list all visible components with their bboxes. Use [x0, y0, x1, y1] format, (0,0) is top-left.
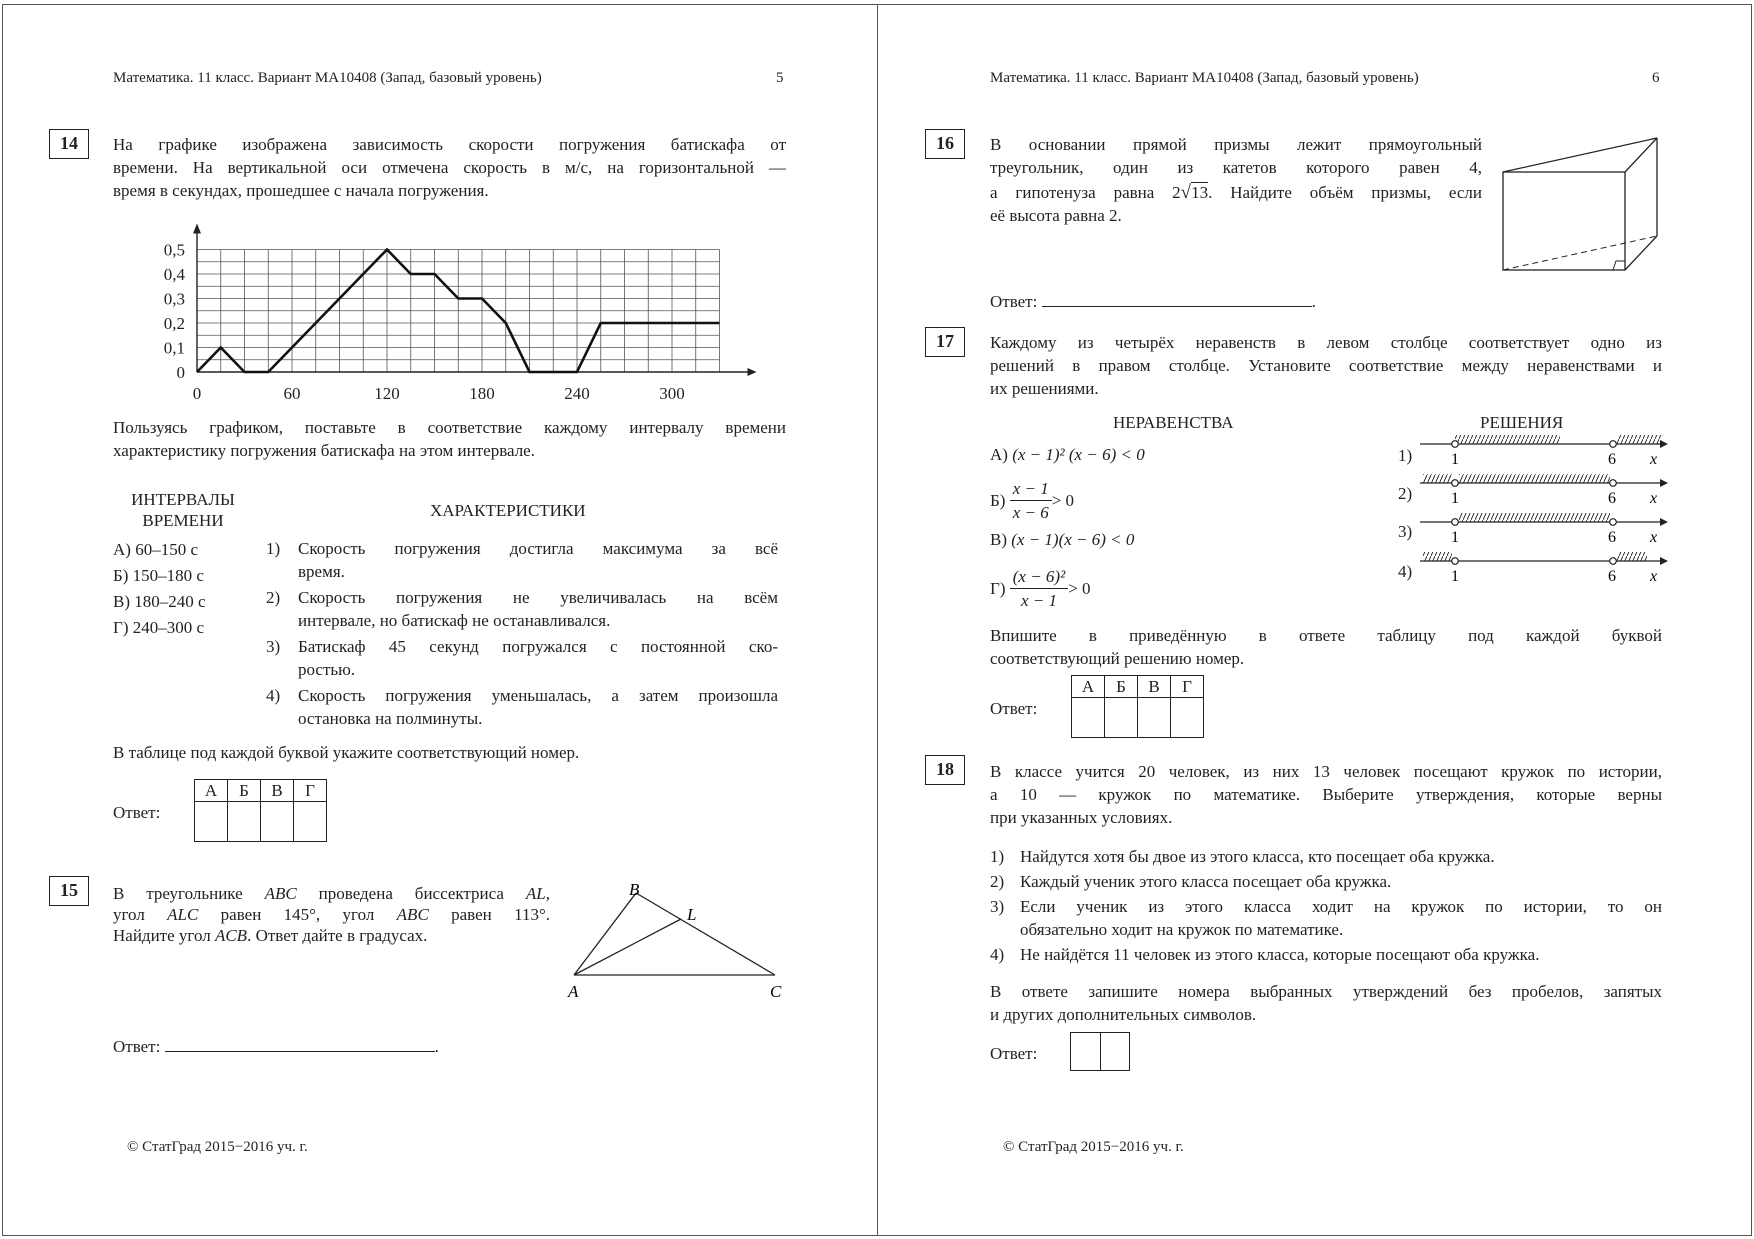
y-tick-label: 0,4 [163, 265, 185, 284]
page-number-right: 6 [1652, 70, 1660, 86]
task-14-answer-label: Ответ: [113, 803, 161, 822]
x-tick-label: 300 [659, 384, 685, 403]
task-15-text: В треугольнике ABC проведена биссектриса AL, угол ALC равен 145°, угол ABC равен 113°. Найдите угол ACB. Ответ дайте в градусах. [113, 884, 550, 945]
task-18-statements [990, 845, 1662, 966]
x-tick-label: 0 [192, 384, 202, 403]
triangle-diagram [560, 875, 790, 1005]
footer-left: © СтатГрад 2015−2016 уч. г. [127, 1139, 308, 1155]
number-line-1 [1420, 435, 1668, 468]
task-14-table-prompt: В таблице под каждой буквой укажите соответствующий номер. [113, 743, 580, 762]
answer-letter: Б [1105, 676, 1138, 698]
solution-number: 1) [1398, 446, 1413, 465]
prism-front-face [1503, 172, 1625, 270]
svg-text:6: 6 [1608, 529, 1616, 546]
side-bc [636, 893, 775, 975]
answer-cell[interactable] [1171, 698, 1204, 738]
answer-cell[interactable] [1138, 698, 1171, 738]
svg-text:x: x [1650, 568, 1658, 585]
answer-letter: Г [294, 780, 327, 802]
task-18-text: В классе учится 20 человек, из них 13 человек посещают кружок по истории, а 10 — кружок по математике. Выберите утверждения, которые верны при указанных условиях. [990, 762, 1662, 827]
task-15-answer-line[interactable] [165, 1034, 435, 1052]
answer-letter: В [1138, 676, 1171, 698]
solution-number: 2) [1398, 484, 1413, 503]
hatch-region [1617, 435, 1662, 444]
page-number-left: 5 [776, 70, 784, 86]
x-tick-label: 240 [564, 384, 590, 403]
x-axis-arrow [748, 368, 757, 376]
answer-letter: А [195, 780, 228, 802]
speed-chart [140, 206, 760, 406]
svg-text:1: 1 [1451, 490, 1459, 507]
characteristic-item: 1) Скорость погружения достигла максимума за всё время. [266, 539, 778, 581]
characteristics-list [266, 537, 778, 730]
answer-letter: В [261, 780, 294, 802]
vertex-label-l: L [687, 905, 697, 924]
interval-item: В) 180–240 с [113, 592, 206, 611]
y-tick-label: 0,3 [163, 289, 185, 309]
answer-cell[interactable] [1072, 698, 1105, 738]
solutions-number-lines [1415, 430, 1670, 590]
answer-cell[interactable] [228, 802, 261, 842]
number-line-4 [1420, 552, 1668, 585]
hatch-region [1423, 552, 1452, 561]
solutions-title: РЕШЕНИЯ [1480, 413, 1564, 432]
answer-letter: Г [1171, 676, 1204, 698]
task-18-answer-label: Ответ: [990, 1044, 1038, 1063]
y-tick-label: 0,2 [163, 314, 185, 333]
task-15-answer: Ответ: . [113, 1034, 439, 1058]
y-tick-label: 0,1 [163, 338, 185, 358]
hatch-region [1617, 552, 1647, 561]
svg-text:x: x [1650, 451, 1658, 468]
inequality-v: В) (x − 1)(x − 6) < 0 [990, 530, 1135, 549]
task-17-text: Каждому из четырёх неравенств в левом столбце соответствует одно из решений в правом столбце. Установите соответствие между неравенствами и их решениями. [990, 333, 1662, 398]
task-17-answer-label: Ответ: [990, 699, 1038, 718]
svg-text:6: 6 [1608, 451, 1616, 468]
x-tick-label: 180 [469, 384, 495, 403]
inequality-g: Г) $\frac{\text{(x − 6)²}}{x - 1}$ > 0 [990, 567, 1091, 610]
prism-top-edge [1503, 138, 1657, 172]
task-18-answer-box[interactable] [1070, 1032, 1130, 1071]
task-18-after-text: В ответе запишите номера выбранных утверждений без пробелов, запятых и других дополнительных символов. [990, 982, 1662, 1024]
task-14-number: 14 [49, 129, 89, 159]
svg-text:1: 1 [1451, 568, 1459, 585]
characteristics-title: ХАРАКТЕРИСТИКИ [430, 501, 586, 520]
answer-letter: А [1072, 676, 1105, 698]
task-15-number: 15 [49, 876, 89, 906]
y-tick-label: 0,5 [163, 240, 185, 260]
bisector-al [574, 919, 681, 975]
characteristic-item: 2) Скорость погружения не увеличивалась на всём интервале, но батискаф не останавливался. [266, 588, 778, 630]
task-16-number: 16 [925, 129, 965, 159]
task-14-text: На графике изображена зависимость скорости погружения батискафа от времени. На вертикальной оси отмечена скорость в м/с, на горизонтальной — время в секундах, прошедшее с начала погружения. [113, 135, 786, 200]
answer-cell[interactable] [294, 802, 327, 842]
page-header-right: Математика. 11 класс. Вариант МА10408 (Запад, базовый уровень) [990, 70, 1419, 86]
vertex-label-b: B [629, 880, 640, 899]
statement-item: 1) Найдутся хотя бы двое из этого класса, кто посещает оба кружка. [990, 847, 1495, 866]
task-14-after-text: Пользуясь графиком, поставьте в соответствие каждому интервалу времени характеристику погружения батискафа на этом интервале. [113, 418, 786, 460]
statement-item: 4) Не найдётся 11 человек из этого класса, которые посещают оба кружка. [990, 945, 1540, 964]
answer-letter: Б [228, 780, 261, 802]
svg-text:6: 6 [1608, 490, 1616, 507]
task-17-number: 17 [925, 327, 965, 357]
x-tick-label: 60 [283, 384, 301, 403]
inequality-b: Б) $\frac{x - 1}{x - 6}$ > 0 [990, 479, 1075, 522]
hatch-region [1459, 513, 1610, 522]
solution-number: 3) [1398, 522, 1413, 541]
task-16-answer-line[interactable] [1042, 289, 1312, 307]
side-ab [574, 893, 636, 975]
svg-text:6: 6 [1608, 568, 1616, 585]
y-axis-arrow [193, 224, 201, 234]
characteristic-item: 3) Батискаф 45 секунд погружался с постоянной ско- ростью. [266, 637, 778, 679]
statement-item: 3) Если ученик из этого класса ходит на кружок по истории, то он обязательно ходит на кружок по математике. [990, 897, 1662, 939]
svg-text:1: 1 [1451, 529, 1459, 546]
interval-item: А) 60–150 с [113, 540, 198, 559]
intervals-list [113, 537, 206, 641]
prism-bottom-edge [1625, 236, 1657, 270]
number-line-3 [1420, 513, 1668, 546]
vertex-label-c: C [770, 982, 782, 1001]
characteristic-item: 4) Скорость погружения уменьшалась, а затем произошла остановка на полминуты. [266, 686, 778, 728]
prism-top-edge [1625, 138, 1657, 172]
footer-right: © СтатГрад 2015−2016 уч. г. [1003, 1139, 1184, 1155]
hatch-region [1459, 474, 1610, 483]
task-17-after-text: Впишите в приведённую в ответе таблицу под каждой буквой соответствующий решению номер. [990, 626, 1662, 668]
number-line-2 [1420, 474, 1668, 507]
page-header-left: Математика. 11 класс. Вариант МА10408 (Запад, базовый уровень) [113, 70, 542, 86]
statement-item: 2) Каждый ученик этого класса посещает оба кружка. [990, 872, 1392, 891]
answer-cell[interactable] [1105, 698, 1138, 738]
prism-diagram [1495, 130, 1665, 275]
solution-number: 4) [1398, 562, 1413, 581]
y-tick-label: 0 [176, 363, 185, 382]
hatch-region [1423, 474, 1452, 483]
x-tick-label: 120 [374, 384, 400, 403]
task-16-text: В основании прямой призмы лежит прямоугольный треугольник, один из катетов которого равен 4, а гипотенуза равна 2√13. Найдите объём призмы, если её высота равна 2. [990, 135, 1482, 225]
inequalities-title: НЕРАВЕНСТВА [1113, 413, 1234, 432]
right-angle-mark [1613, 261, 1625, 270]
answer-cell[interactable] [195, 802, 228, 842]
interval-item: Б) 150–180 с [113, 566, 204, 585]
inequality-a: А) (x − 1)² (x − 6) < 0 [990, 445, 1145, 464]
prism-hidden-edge [1503, 236, 1657, 270]
task-14-answer-table [194, 779, 327, 842]
svg-text:1: 1 [1451, 451, 1459, 468]
task-18-number: 18 [925, 755, 965, 785]
answer-cell[interactable] [261, 802, 294, 842]
hatch-region [1455, 435, 1560, 444]
task-16-answer: Ответ: . [990, 289, 1316, 313]
interval-item: Г) 240–300 с [113, 618, 205, 637]
task-17-answer-table [1071, 675, 1204, 738]
vertex-label-a: A [568, 982, 579, 1001]
svg-text:x: x [1650, 490, 1658, 507]
svg-text:x: x [1650, 529, 1658, 546]
intervals-title: ИНТЕРВАЛЫ ВРЕМЕНИ [131, 490, 235, 530]
